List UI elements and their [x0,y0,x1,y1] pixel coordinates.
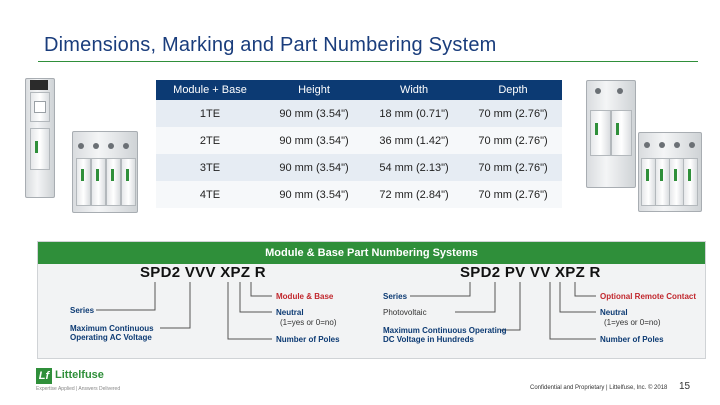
ac-neutral-note: (1=yes or 0=no) [280,318,337,327]
connector-neutral-pv [560,282,596,312]
littelfuse-logo-text: Littelfuse [55,369,104,381]
connector-photovoltaic [455,282,495,312]
table-cell: 90 mm (3.54") [264,100,364,127]
connector-series-pv [410,282,470,296]
table-cell: 90 mm (3.54") [264,154,364,181]
page-title: Dimensions, Marking and Part Numbering System [44,34,497,56]
pv-part-number: SPD2 PV VV XPZ R [460,264,601,281]
littelfuse-logo-icon: Lf [36,368,52,384]
ac-part-number: SPD2 VVV XPZ R [140,264,266,281]
table-cell: 70 mm (2.76") [464,154,562,181]
connector-series-ac [96,282,155,310]
table-cell: 2TE [156,127,264,154]
page-number: 15 [679,381,691,392]
panel-heading: Module & Base Part Numbering Systems [38,242,705,264]
table-cell: 70 mm (2.76") [464,100,562,127]
ac-max-voltage-label: Maximum Continuous Operating AC Voltage [70,324,154,342]
connector-base-ac [251,282,272,296]
pv-max-voltage-label: Maximum Continuous Operating DC Voltage in Hundreds [383,326,507,344]
confidential-notice: Confidential and Proprietary | Littelfuse, Inc. © 2018 [530,385,668,391]
table-cell: 18 mm (0.71") [364,100,464,127]
table-cell: 36 mm (1.42") [364,127,464,154]
connector-voltage-pv [500,282,520,330]
connector-poles-ac [228,282,272,339]
table-cell: 3TE [156,154,264,181]
column-header: Height [264,80,364,100]
column-header: Width [364,80,464,100]
table-cell: 4TE [156,181,264,208]
pv-poles-label: Number of Poles [600,335,664,344]
connector-poles-pv [550,282,596,339]
pv-neutral-label: Neutral [600,308,628,317]
table-cell: 70 mm (2.76") [464,127,562,154]
table-cell: 1TE [156,100,264,127]
pv-photovoltaic-label: Photovoltaic [383,308,427,317]
ac-module-base-label: Module & Base [276,292,334,301]
pv-neutral-note: (1=yes or 0=no) [604,318,661,327]
table-cell: 72 mm (2.84") [364,181,464,208]
pv-remote-contact-label: Optional Remote Contact [600,292,697,301]
ac-series-label: Series [70,306,95,315]
table-cell: 54 mm (2.13") [364,154,464,181]
table-cell: 70 mm (2.76") [464,181,562,208]
connector-neutral-ac [240,282,272,312]
table-cell: 90 mm (3.54") [264,181,364,208]
pv-series-label: Series [383,292,408,301]
column-header: Module + Base [156,80,264,100]
ac-poles-label: Number of Poles [276,335,340,344]
connector-remote-contact [575,282,596,296]
connector-voltage-ac [160,282,190,328]
tagline: Expertise Applied | Answers Delivered [36,386,121,392]
ac-neutral-label: Neutral [276,308,304,317]
table-cell: 90 mm (3.54") [264,127,364,154]
column-header: Depth [464,80,562,100]
